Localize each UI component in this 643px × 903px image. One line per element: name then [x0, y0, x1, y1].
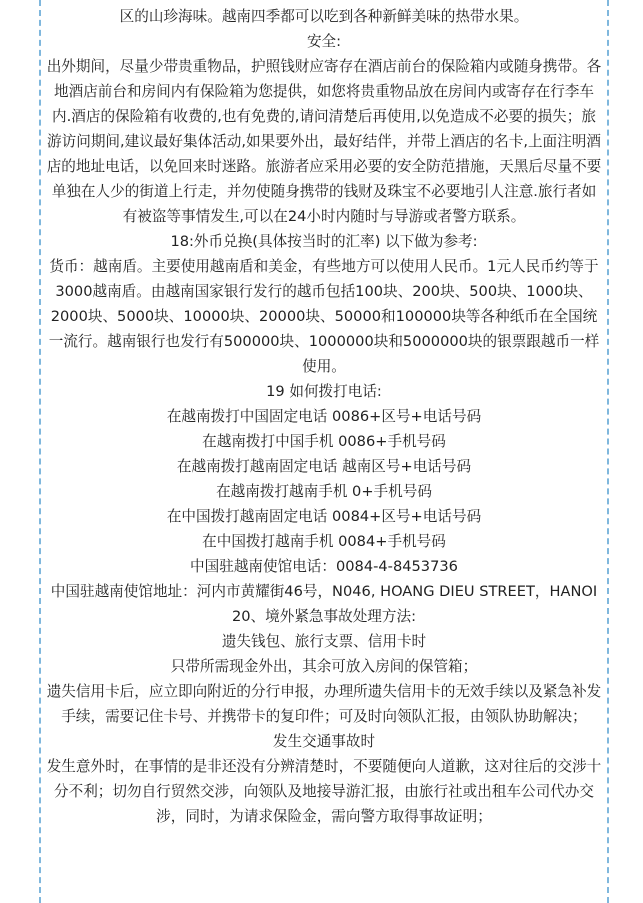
heading-phone-calls: 19 如何拨打电话: — [266, 383, 382, 400]
article-frame — [39, 0, 609, 903]
embassy-address: 中国驻越南使馆地址：河内市黄耀街46号，N046, HOANG DIEU STREET，HANOI — [50, 583, 598, 600]
paragraph-currency: 货币：越南盾。主要使用越南盾和美金，有些地方可以使用人民币。1元人民币约等于3000越南盾。由越南国家银行发行的越币包括100块、200块、500块、1000块、2000块、5000块、10000块、20000块、50000和100000块等各种纸币在全国统一流行。越南银行也发行有500000块、1000000块和5000000块的银票跟越币一样使用。 — [48, 258, 600, 375]
paragraph-safety: 出外期间，尽量少带贵重物品，护照钱财应寄存在酒店前台的保险箱内或随身携带。各地酒店前台和房间内有保险箱为您提供，如您将贵重物品放在房间内或寄存在行李车内.酒店的保险箱有收费的,也有免费的,请问清楚后再使用,以免造成不必要的损失；旅游访问期间,建议最好集体活动,如果要外出，最好结伴，并带上酒店的名卡,上面注明酒店的地址电话，以免回来时迷路。旅游者应采用必要的安全防范措施，天黑后尽量不要单独在人少的街道上行走，并勿使随身携带的钱财及珠宝不必要地引人注意.旅行者如有被盗等事情发生,可以在24小时内随时与导游或者警方联系。 — [46, 58, 602, 225]
paragraph-accident: 发生意外时，在事情的是非还没有分辨清楚时，不要随便向人道歉，这对往后的交涉十分不利；切勿自行贸然交涉，向领队及地接导游汇报，由旅行社或出租车公司代办交涉，同时，为请求保险金，需向警方取得事故证明； — [46, 758, 602, 825]
paragraph-fruit: 区的山珍海味。越南四季都可以吃到各种新鲜美味的热带水果。 — [119, 8, 529, 25]
heading-emergency: 20、境外紧急事故处理方法: — [231, 608, 417, 625]
paragraph-cash-advice: 只带所需现金外出，其余可放入房间的保管箱； — [170, 658, 478, 675]
phone-line-vn-to-vn-landline: 在越南拨打越南固定电话 越南区号+电话号码 — [176, 458, 472, 475]
embassy-phone: 中国驻越南使馆电话：0084-4-8453736 — [190, 558, 458, 575]
phone-line-vn-to-cn-mobile: 在越南拨打中国手机 0086+手机号码 — [202, 433, 446, 450]
subheading-traffic-accident: 发生交通事故时 — [272, 733, 376, 750]
paragraph-lost-card: 遗失信用卡后，应立即向附近的分行申报，办理所遗失信用卡的无效手续以及紧急补发手续，需要记住卡号、并携带卡的复印件；可及时向领队汇报，由领队协助解决； — [46, 683, 602, 725]
article-body — [45, 4, 603, 829]
phone-line-cn-to-vn-mobile: 在中国拨打越南手机 0084+手机号码 — [202, 533, 446, 550]
heading-currency-exchange: 18:外币兑换(具体按当时的汇率) 以下做为参考: — [170, 233, 478, 250]
subheading-lost-wallet: 遗失钱包、旅行支票、信用卡时 — [221, 633, 427, 650]
phone-line-vn-to-vn-mobile: 在越南拨打越南手机 0+手机号码 — [216, 483, 432, 500]
phone-line-cn-to-vn-landline: 在中国拨打越南固定电话 0084+区号+电话号码 — [166, 508, 482, 525]
phone-line-vn-to-cn-landline: 在越南拨打中国固定电话 0086+区号+电话号码 — [166, 408, 482, 425]
heading-safety: 安全: — [306, 33, 342, 50]
